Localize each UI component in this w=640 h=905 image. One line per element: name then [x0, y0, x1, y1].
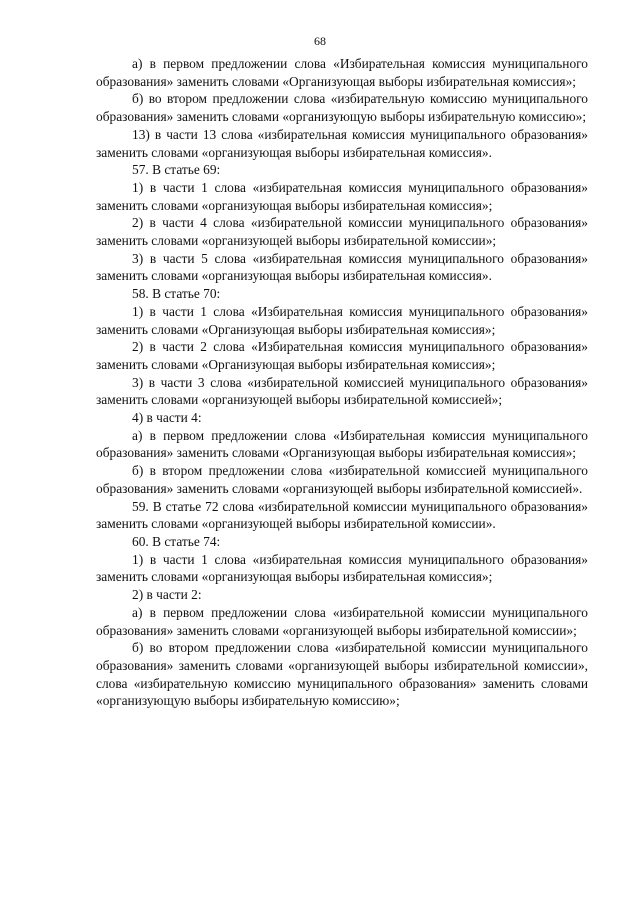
paragraph: 3) в части 5 слова «избирательная комиссия муниципального образования» заменить словами «организующая выборы избирательная комиссия». [96, 250, 588, 284]
paragraph: б) во втором предложении слова «избирательную комиссию муниципального образования» заменить словами «организующую выборы избирательную комиссию»; [96, 91, 588, 125]
document-body [96, 55, 588, 710]
paragraph: 3) в части 3 слова «избирательной комиссией муниципального образования» заменить словами «организующей выборы избирательной комиссией»; [96, 374, 588, 408]
paragraph: 2) в части 4 слова «избирательной комиссии муниципального образования» заменить словами «организующей выборы избирательной комиссии»; [96, 215, 588, 249]
paragraph: 1) в части 1 слова «избирательная комиссия муниципального образования» заменить словами «организующая выборы избирательная комиссия»; [96, 179, 588, 213]
section-heading: 60. В статье 74: [132, 533, 221, 549]
paragraph: б) во втором предложении слова «избирательной комиссии муниципального образования» заменить словами «организующей выборы избирательной комиссии», слова «избирательную комиссию муниципального образования» заменить словами «организующую выборы избирательную комиссию»; [96, 640, 588, 709]
paragraph: 1) в части 1 слова «Избирательная комиссия муниципального образования» заменить словами «Организующая выборы избирательная комиссия»; [96, 303, 588, 337]
paragraph: 1) в части 1 слова «избирательная комиссия муниципального образования» заменить словами «организующая выборы избирательная комиссия»; [96, 551, 588, 585]
paragraph: а) в первом предложении слова «избирательной комиссии муниципального образования» заменить словами «организующей выборы избирательной комиссии»; [96, 604, 588, 638]
paragraph: 4) в части 4: [132, 410, 202, 426]
paragraph: а) в первом предложении слова «Избирательная комиссия муниципального образования» заменить словами «Организующая выборы избирательная комиссия»; [96, 56, 588, 89]
page-number: 68 [314, 34, 326, 48]
paragraph: 2) в части 2 слова «Избирательная комиссия муниципального образования» заменить словами «Организующая выборы избирательная комиссия»; [96, 339, 588, 372]
section-heading: 58. В статье 70: [132, 286, 221, 302]
section-heading: 57. В статье 69: [132, 162, 221, 178]
paragraph: 2) в части 2: [132, 587, 202, 603]
paragraph: а) в первом предложении слова «Избирательная комиссия муниципального образования» заменить словами «Организующая выборы избирательная комиссия»; [96, 427, 588, 461]
paragraph: б) в втором предложении слова «избирательной комиссией муниципального образования» заменить словами «организующей выборы избирательной комиссией». [96, 463, 588, 496]
paragraph: 59. В статье 72 слова «избирательной комиссии муниципального образования» заменить словами «организующей выборы избирательной комиссии». [96, 498, 588, 532]
paragraph: 13) в части 13 слова «избирательная комиссия муниципального образования» заменить словами «организующая выборы избирательная комиссия». [96, 126, 588, 160]
